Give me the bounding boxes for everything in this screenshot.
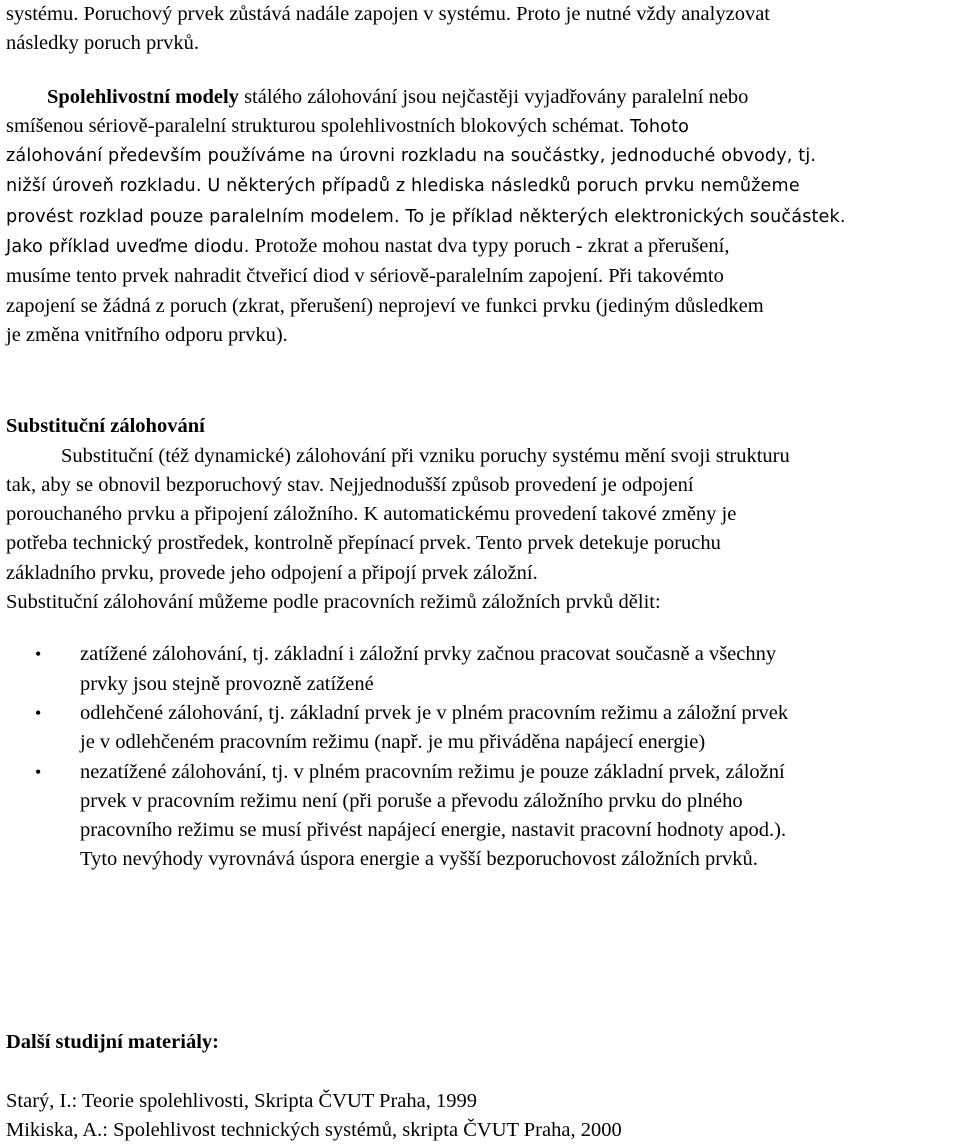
paragraph1-line-9: je změna vnitřního odporu prvku). <box>6 323 288 346</box>
reference-item: Mikiska, A.: Spolehlivost technických systémů, skripta ČVUT Praha, 2000 <box>6 1119 622 1142</box>
list-item-line: prvek v pracovním režimu není (při poruše a převodu záložního prvku do plného <box>80 789 743 812</box>
list-item <box>6 758 954 875</box>
paragraph1-line-4-sans: nižší úroveň rozkladu. <box>6 176 202 197</box>
paragraph1-line-7 <box>6 262 954 291</box>
paragraph2-line-3: porouchaného prvku a připojení záložního. K automatickému provedení takové změny je <box>6 503 737 526</box>
paragraph1-line-1 <box>6 83 954 112</box>
paragraph2-line-6: Substituční zálohování můžeme podle pracovních režimů záložních prvků dělit: <box>6 591 661 614</box>
paragraph1-line-2-text: smíšenou sériově-paralelní strukturou spolehlivostních blokových schémat. <box>6 114 625 137</box>
list-item-line: Tyto nevýhody vyrovnává úspora energie a vyšší bezporuchovost záložních prvků. <box>80 848 758 871</box>
paragraph1-line-1-rest: stálého zálohování jsou nejčastěji vyjadřovány paralelní nebo <box>238 85 749 108</box>
bullet-icon: • <box>35 702 42 723</box>
paragraph1-bold-term: Spolehlivostní modely <box>47 85 239 108</box>
paragraph1-line-4 <box>6 171 954 201</box>
list-item <box>6 640 954 699</box>
paragraph1-line-5 <box>6 202 954 232</box>
paragraph1-line-3: zálohování především používáme na úrovni rozkladu na součástky, jednoduché obvody, tj. <box>6 146 817 167</box>
list-item-line: pracovního režimu se musí přivést napájecí energie, nastavit pracovní hodnoty apod.). <box>80 819 787 842</box>
bullet-icon: • <box>35 644 42 665</box>
intro-line-1: systému. Poruchový prvek zůstává nadále zapojen v systému. Proto je nutné vždy analyzovat <box>6 3 770 25</box>
list-item <box>6 699 954 758</box>
paragraph1-line-8: zapojení se žádná z poruch (zkrat, přerušení) neprojeví ve funkci prvku (jediným důsledkem <box>6 294 764 317</box>
list-item-line: zatížené zálohování, tj. základní i záložní prvky začnou pracovat současně a všechny <box>80 643 777 666</box>
section-heading: Substituční zálohování <box>6 415 205 438</box>
bullet-icon: • <box>35 761 42 782</box>
paragraph1-line-6-rest: Protože mohou nastat dva typy poruch - zkrat a přerušení, <box>249 235 730 258</box>
references-heading: Další studijní materiály: <box>6 1030 219 1053</box>
paragraph2-line-4: potřeba technický prostředek, kontrolně přepínací prvek. Tento prvek detekuje poruchu <box>6 532 721 555</box>
reference-item: Starý, I.: Teorie spolehlivosti, Skripta ČVUT Praha, 1999 <box>6 1090 477 1113</box>
backup-modes-list <box>6 640 954 874</box>
paragraph1-line-7-rest: Při takovémto <box>603 265 724 288</box>
paragraph1-line-4-rest: U některých případů z hlediska následků poruch prvku nemůžeme <box>201 176 800 197</box>
paragraph2-line-1: Substituční (též dynamické) zálohování při vzniku poruchy systému mění svoji strukturu <box>61 444 790 467</box>
paragraph1-line-6 <box>6 232 954 262</box>
references-list <box>6 1087 954 1146</box>
paragraph1-line-5-rest: To je příklad některých elektronických součástek. <box>399 206 846 227</box>
intro-line-2: následky poruch prvků. <box>6 32 199 55</box>
substitution-paragraph <box>6 442 954 618</box>
list-item-line: je v odlehčeném pracovním režimu (např. je mu přiváděna napájecí energie) <box>80 731 706 754</box>
list-item-line: nezatížené zálohování, tj. v plném pracovním režimu je pouze základní prvek, záložní <box>80 760 785 783</box>
intro-paragraph <box>6 0 954 59</box>
paragraph1-line-5-sans: provést rozklad pouze paralelním modelem. <box>6 206 400 227</box>
paragraph1-line-6-sans: Jako příklad uveďme diodu. <box>6 237 250 258</box>
paragraph1-line-2 <box>6 112 954 142</box>
paragraph1-line-2-sans: Tohoto <box>624 116 690 137</box>
paragraph1-line-7-text: musíme tento prvek nahradit čtveřicí diod v sériově-paralelním zapojení. <box>6 265 604 288</box>
reliability-models-paragraph <box>6 83 954 351</box>
paragraph2-line-5: základního prvku, provede jeho odpojení a připojí prvek záložní. <box>6 561 538 584</box>
paragraph2-line-2: tak, aby se obnovil bezporuchový stav. Nejjednodušší způsob provedení je odpojení <box>6 473 694 496</box>
list-item-line: odlehčené zálohování, tj. základní prvek je v plném pracovním režimu a záložní prvek <box>80 701 789 724</box>
document-page <box>6 0 954 1146</box>
list-item-line: prvky jsou stejně provozně zatížené <box>80 672 374 695</box>
